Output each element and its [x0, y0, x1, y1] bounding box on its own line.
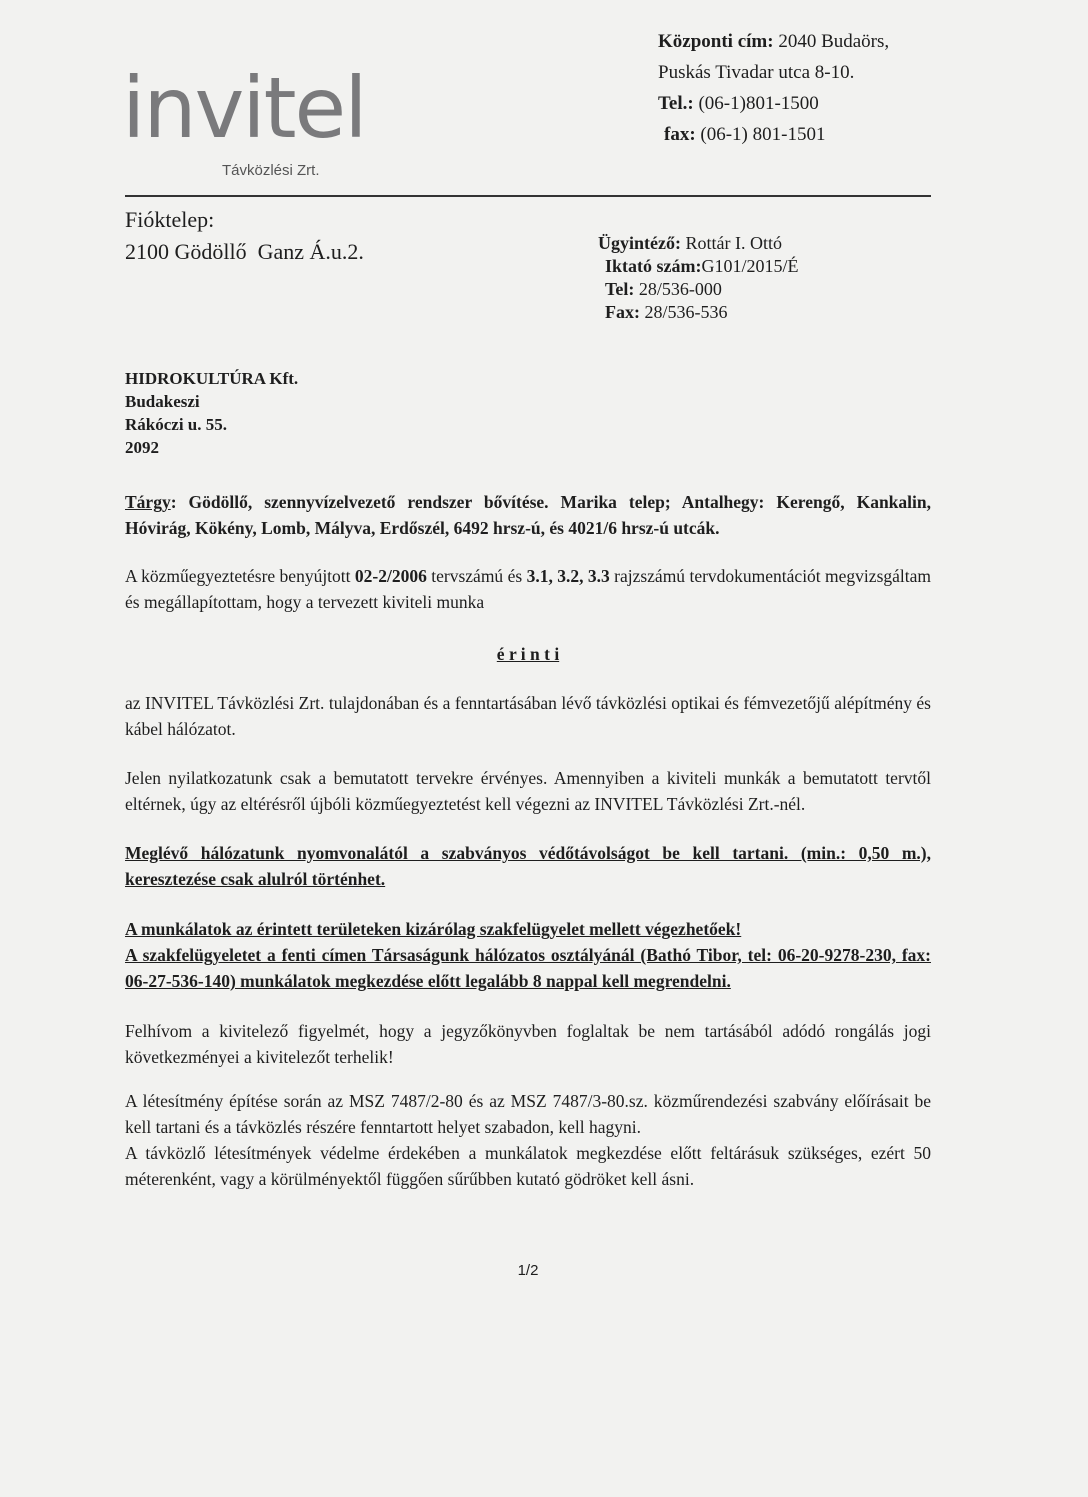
recipient-address: [125, 367, 298, 459]
case-tel-label: Tel:: [605, 279, 635, 299]
tel-label: Tel.:: [658, 93, 694, 114]
verdict: [125, 641, 931, 667]
handler: Rottár I. Ottó: [685, 233, 782, 253]
branch-address: 2100 Gödöllő Ganz Á.u.2.: [125, 239, 364, 264]
plan-number: 02-2/2006: [354, 566, 427, 586]
recipient-city: Budakeszi: [125, 392, 200, 411]
subject-label: Tárgy: [125, 492, 171, 512]
recipient-zip: 2092: [125, 438, 159, 457]
supervision-order: A szakfelügyeletet a fenti címen Társaságunk hálózatos osztályánál (Bathó Tibor, tel: 06-20-9278-230, fax: 06-27-536-140) munkálatok megkezdése előtt legalább 8 nappal kell megrendelni.: [125, 945, 931, 991]
letter-body: [125, 489, 931, 1280]
drawing-numbers: 3.1, 3.2, 3.3: [526, 566, 610, 586]
paragraph-liability: Felhívom a kivitelező figyelmét, hogy a jegyzőkönyvben foglaltak be nem tartásából adódó rongálás jogi következményei a kivitelezőt terhelik!: [125, 1021, 931, 1067]
tel: (06-1)801-1500: [698, 93, 819, 114]
warning-supervision: [125, 916, 931, 994]
paragraph-standards: A létesítmény építése során az MSZ 7487/2-80 és az MSZ 7487/3-80.sz. közműrendezési szabvány előírásait be kell tartani és a távközlés részére fenntartott helyet szabadon, kell hagyni.: [125, 1091, 931, 1137]
logo-subtitle: Távközlési Zrt.: [222, 162, 320, 179]
logo-text: invitel: [122, 59, 366, 157]
subject: [125, 489, 931, 541]
case-fax-label: Fax:: [605, 302, 640, 322]
page-number: 1/2: [517, 1262, 539, 1279]
text: rajzszámú tervdokumentációt megvizsgáltam és megállapítottam, hogy a tervezett kiviteli munka: [125, 566, 931, 612]
invitel-logo: [122, 59, 366, 157]
recipient-name: HIDROKULTÚRA Kft.: [125, 369, 299, 388]
address-label: Központi cím:: [658, 31, 774, 52]
branch-label: Fióktelep:: [125, 207, 215, 232]
recipient-street: Rákóczi u. 55.: [125, 415, 227, 434]
case-tel: 28/536-000: [638, 279, 722, 299]
branch-info: [125, 204, 364, 268]
case-info: [598, 232, 799, 324]
ref-label: Iktató szám:: [605, 256, 702, 276]
subject-text: : Gödöllő, szennyvízelvezető rendszer bővítése. Marika telep; Antalhegy: Kerengő, Kankalin, Hóvirág, Kökény, Lomb, Mályva, Erdőszél, 6492 hrsz-ú, és 4021/6 hrsz-ú utcák.: [125, 492, 931, 538]
case-fax: 28/536-536: [644, 302, 728, 322]
address-line2: Puskás Tivadar utca 8-10.: [658, 62, 855, 83]
verdict-text: é r i n t i: [496, 644, 560, 664]
ref-number: G101/2015/É: [701, 256, 799, 276]
supervision-required: A munkálatok az érintett területeken kizárólag szakfelügyelet mellett végezhetőek!: [125, 919, 742, 939]
text: tervszámú és: [426, 566, 527, 586]
head-office-info: [658, 26, 889, 150]
paragraph-network: az INVITEL Távközlési Zrt. tulajdonában és a fenntartásában lévő távközlési optikai és fémvezetőjű alépítmény és kábel hálózatot.: [125, 693, 931, 739]
text: A közműegyeztetésre benyújtott: [125, 566, 355, 586]
paragraph-test-pits: A távközlő létesítmények védelme érdekében a munkálatok megkezdése előtt feltárásuk szükséges, ezért 50 méterenként, vagy a körülményektől függően sűrűbben kutató gödröket kell ásni.: [125, 1143, 931, 1189]
warning-distance: Meglévő hálózatunk nyomvonalától a szabványos védőtávolságot be kell tartani. (min.: 0,50 m.), keresztezése csak alulról történhet.: [125, 843, 931, 889]
fax-label: fax:: [664, 124, 696, 145]
fax: (06-1) 801-1501: [700, 124, 826, 145]
header-divider: [125, 195, 931, 197]
paragraph-validity: Jelen nyilatkozatunk csak a bemutatott tervekre érvényes. Amennyiben a kiviteli munkák a bemutatott tervtől eltérnek, úgy az eltérésről újbóli közműegyeztetést kell végezni az INVITEL Távközlési Zrt.-nél.: [125, 768, 931, 814]
address-line1: 2040 Budaörs,: [778, 31, 890, 52]
handler-label: Ügyintéző:: [598, 233, 681, 253]
paragraph-review: [125, 563, 931, 615]
